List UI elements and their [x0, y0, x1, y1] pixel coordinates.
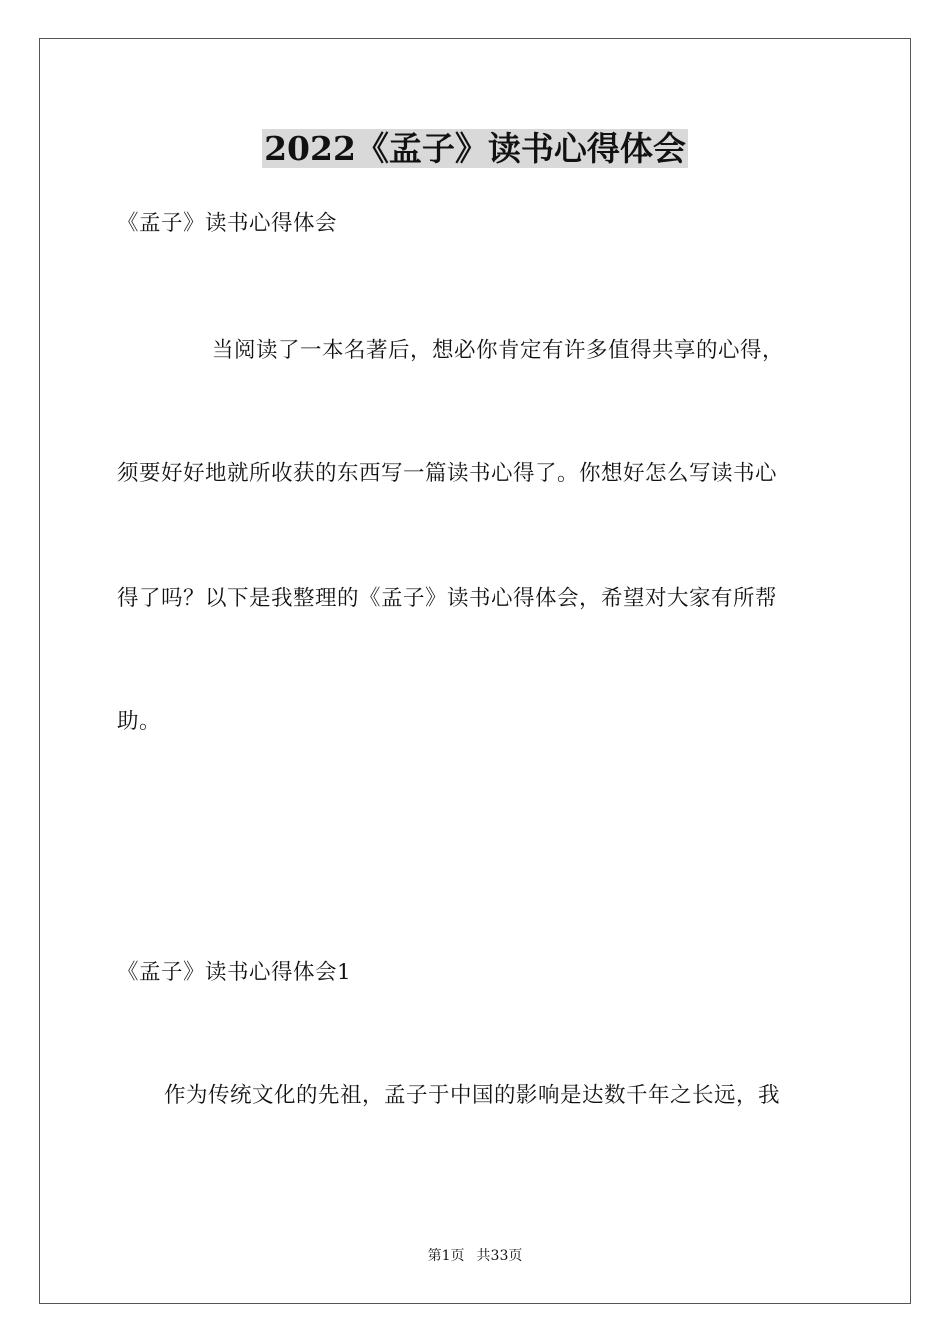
intro-line-3: 得了吗？以下是我整理的《孟子》读书心得体会，希望对大家有所帮 [117, 586, 778, 611]
page-total: 共33页 [476, 1248, 523, 1264]
section1-line-1: 作为传统文化的先祖，孟子于中国的影响是达数千年之长远，我 [164, 1083, 781, 1108]
document-subtitle: 《孟子》读书心得体会 [117, 211, 338, 236]
intro-line-4: 助。 [117, 709, 162, 734]
section1-heading: 《孟子》读书心得体会1 [117, 960, 352, 985]
document-title: 2022《孟子》读书心得体会 [264, 129, 686, 168]
page-number: 第1页 [427, 1248, 465, 1264]
intro-line-2: 须要好好地就所收获的东西写一篇读书心得了。你想好怎么写读书心 [117, 461, 778, 486]
page-footer [0, 1246, 950, 1266]
intro-line-1: 当阅读了一本名著后，想必你肯定有许多值得共享的心得， [212, 338, 785, 363]
